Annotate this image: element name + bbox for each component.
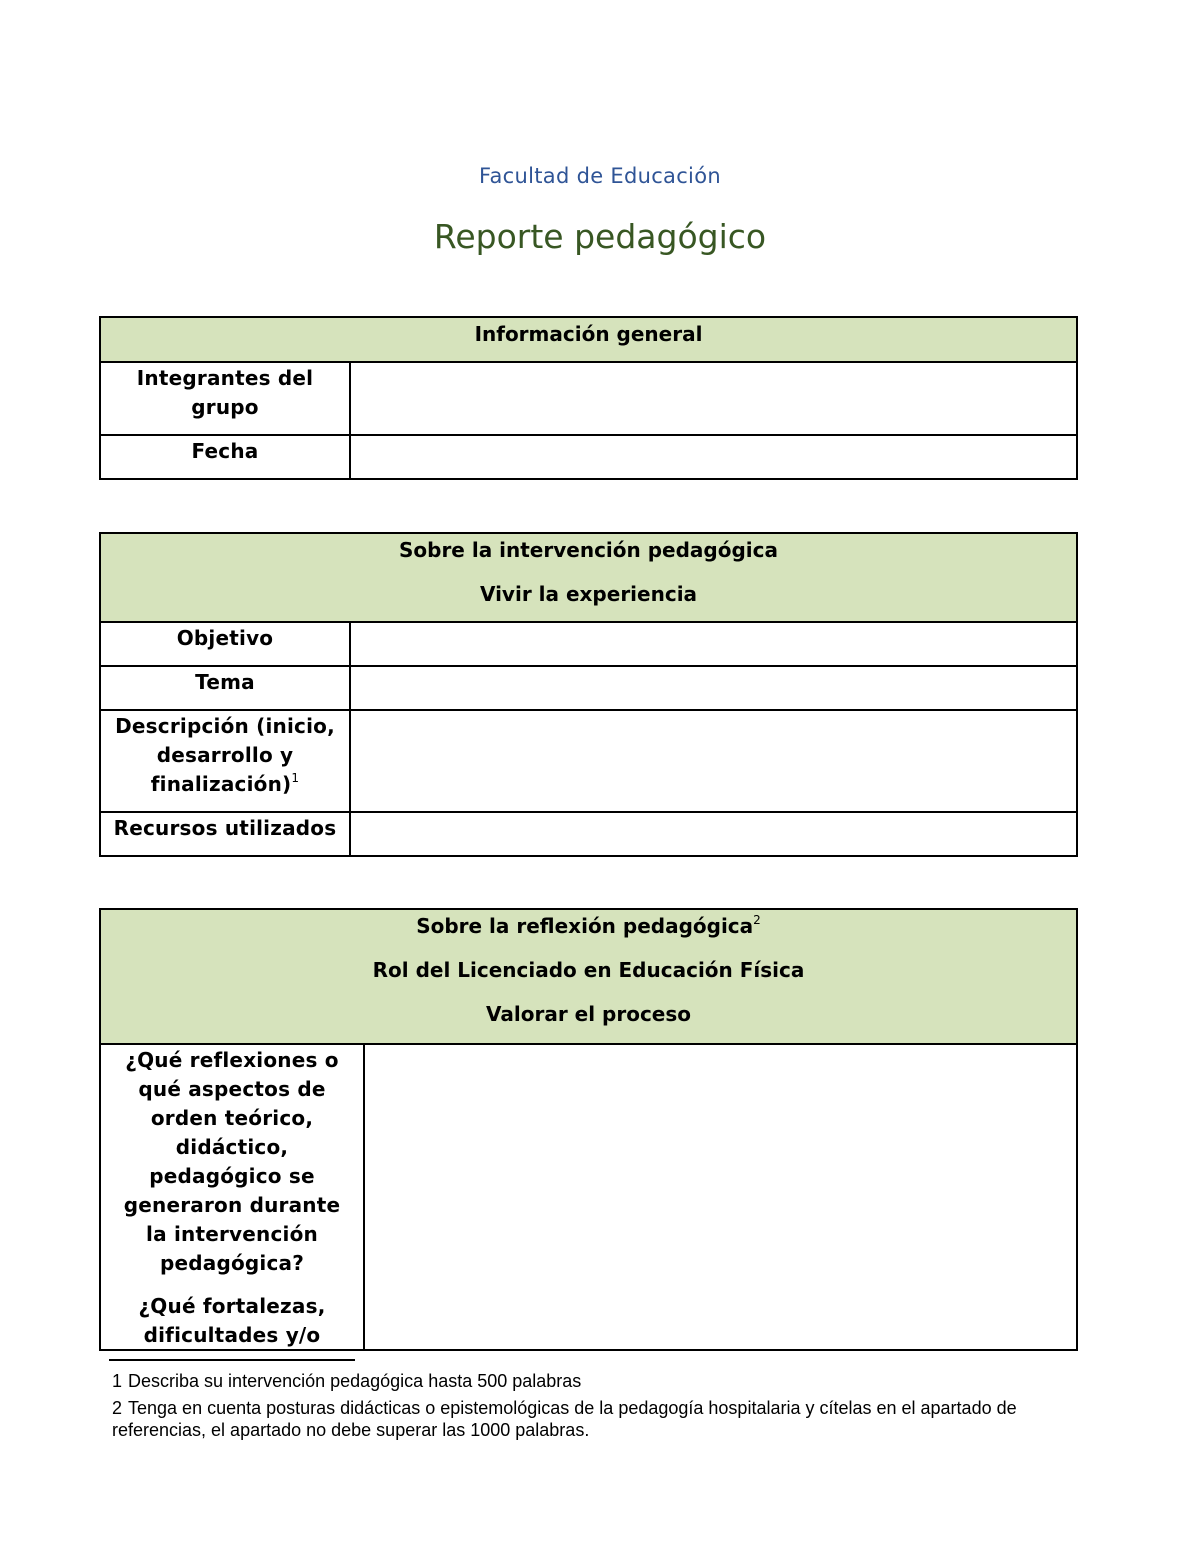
faculty-name: Facultad de Educación <box>479 164 721 188</box>
reflection-heading <box>100 909 1077 1044</box>
description-field[interactable] <box>350 710 1077 812</box>
resources-label: Recursos utilizados <box>100 812 350 856</box>
resources-field[interactable] <box>350 812 1077 856</box>
document-title: Reporte pedagógico <box>433 217 767 256</box>
general-info-table <box>99 316 1078 480</box>
reflection-heading-line2: Rol del Licenciado en Educación Física <box>372 958 805 982</box>
description-label <box>100 710 350 812</box>
intervention-heading <box>100 533 1077 622</box>
footnote-2 <box>112 1397 1077 1441</box>
reflection-answer-field[interactable] <box>364 1044 1077 1350</box>
date-field[interactable] <box>350 435 1077 479</box>
reflection-table <box>99 908 1078 1351</box>
reflection-heading-line1: Sobre la reflexión pedagógica$^2$ <box>416 913 761 938</box>
group-members-field[interactable] <box>350 362 1077 435</box>
reflection-questions-label <box>100 1044 364 1350</box>
footnote-separator <box>109 1359 355 1361</box>
footnote-ref-2[interactable]: 2 <box>753 913 761 927</box>
description-label-text: Descripción (inicio, desarrollo y finalización) <box>115 714 335 796</box>
intervention-heading-line2: Vivir la experiencia <box>479 582 698 606</box>
reflection-heading-line3: Valorar el proceso <box>485 1002 692 1026</box>
objective-field[interactable] <box>350 622 1077 666</box>
footnote-ref-1[interactable]: 1 <box>291 771 300 785</box>
topic-field[interactable] <box>350 666 1077 710</box>
general-info-heading: Información general <box>100 317 1077 362</box>
date-label: Fecha <box>100 435 350 479</box>
footnote-2-text: Tenga en cuenta posturas didácticas o epistemológicas de la pedagogía hospitalaria y cítelas en el apartado de referencias, el apartado no debe superar las 1000 palabras. <box>112 1398 1017 1440</box>
footnote-1-text: Describa su intervención pedagógica hasta 500 palabras <box>128 1371 582 1391</box>
intervention-table <box>99 532 1078 857</box>
reflection-question-2: ¿Qué fortalezas, dificultades y/o <box>138 1294 326 1347</box>
objective-label: Objetivo <box>100 622 350 666</box>
intervention-heading-line1: Sobre la intervención pedagógica <box>398 538 778 562</box>
footnote-1 <box>112 1370 1077 1392</box>
topic-label: Tema <box>100 666 350 710</box>
group-members-label: Integrantes del grupo <box>100 362 350 435</box>
footnote-2-number: 2 <box>112 1398 123 1418</box>
reflection-question-1: ¿Qué reflexiones o qué aspectos de orden teórico, didáctico, pedagógico se generaron durante la intervención pedagógica? <box>123 1048 341 1275</box>
footnote-1-number: 1 <box>112 1371 123 1391</box>
